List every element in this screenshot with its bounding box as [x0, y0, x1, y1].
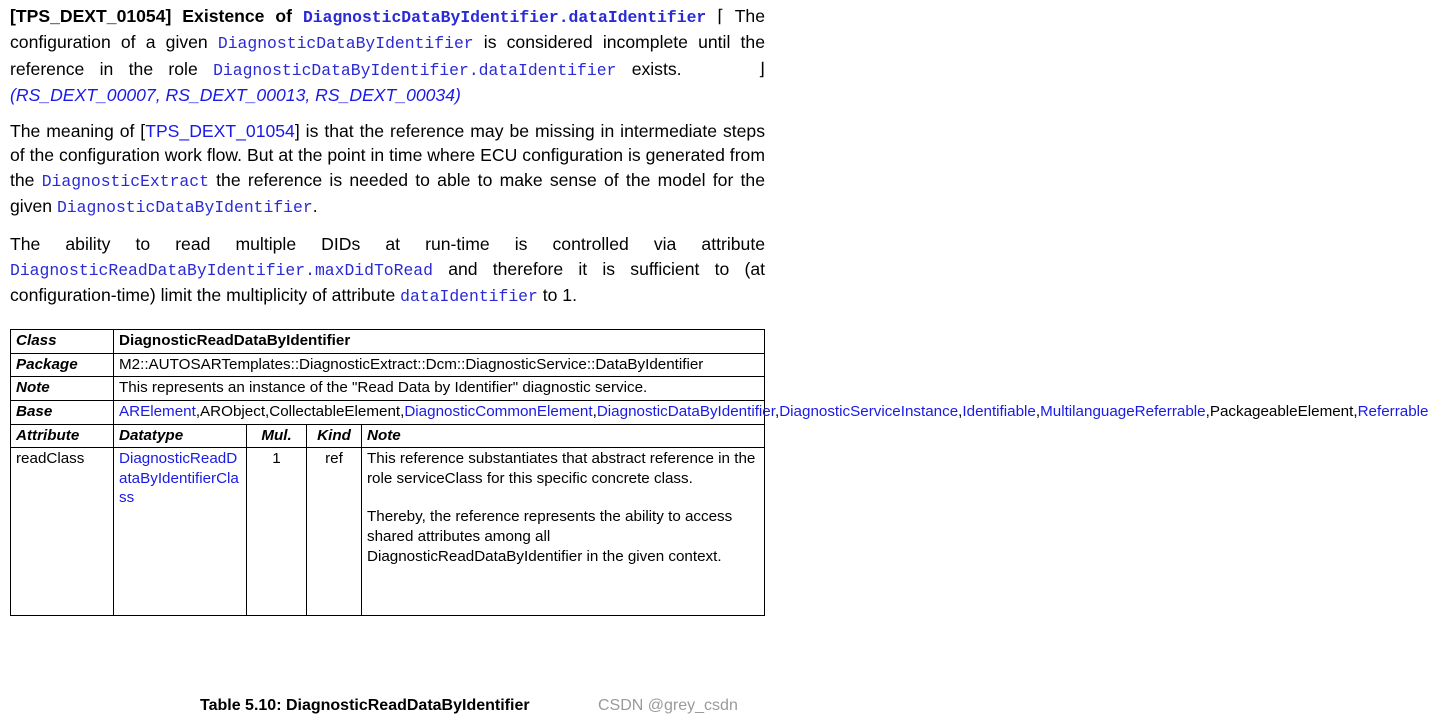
spec-open-mark: ⌈ [717, 6, 725, 26]
base-class-text: , [958, 403, 963, 421]
column-header-datatype: Datatype [114, 424, 247, 448]
package-value: M2::AUTOSARTemplates::DiagnosticExtract::Dcm::DiagnosticService::DataByIdentifier [114, 353, 765, 377]
para2-link[interactable]: TPS_DEXT_01054 [145, 121, 295, 142]
para2-text-3: the reference is needed to able to make sense of the model for the given [10, 169, 765, 217]
spec-heading-ref[interactable]: DiagnosticDataByIdentifier.dataIdentifier [302, 8, 707, 27]
spec-id: [TPS_DEXT_01054] [10, 6, 172, 26]
trace-link-3[interactable]: RS_DEXT_00034 [315, 84, 455, 105]
para3-ref-2[interactable]: dataIdentifier [400, 286, 538, 306]
base-class-text: ,ARObject,CollectableElement, [195, 403, 405, 421]
spec-text-1: The configuration of a given [10, 6, 766, 53]
column-header-note: Note [362, 424, 765, 448]
table-header-row [11, 424, 765, 448]
table-row [11, 448, 765, 616]
watermark: CSDN @grey_csdn [598, 697, 738, 714]
kind-cell: ref [307, 448, 362, 616]
column-header-attribute: Attribute [11, 424, 114, 448]
spec-trace: (RS_DEXT_00007, RS_DEXT_00013, RS_DEXT_00034) [10, 84, 461, 105]
para3-text-2: and therefore it is sufficient to (at configuration-time) limit the multiplicity of attribute [10, 258, 765, 305]
base-value [114, 401, 1429, 425]
para2-ref-2[interactable]: DiagnosticDataByIdentifier [56, 198, 313, 218]
column-header-kind: Kind [307, 424, 362, 448]
table-caption: Table 5.10: DiagnosticReadDataByIdentifier [200, 697, 530, 714]
para3-text-3: to 1. [542, 284, 577, 305]
datatype-cell[interactable]: DiagnosticReadDataByIdentifierClass [114, 448, 247, 616]
package-label: Package [11, 353, 114, 377]
base-class-link[interactable]: Referrable [1357, 403, 1429, 421]
trace-link-2[interactable]: RS_DEXT_00013 [165, 84, 306, 105]
note-value: This represents an instance of the "Read Data by Identifier" diagnostic service. [114, 377, 765, 401]
base-class-text: , [1035, 403, 1041, 421]
spec-item [10, 4, 765, 107]
class-table [10, 329, 1429, 616]
paragraph-ability [10, 232, 765, 309]
base-class-link[interactable]: DiagnosticDataByIdentifier [596, 403, 775, 421]
class-label: Class [11, 330, 114, 354]
base-label: Base [11, 401, 114, 425]
spec-ref-1[interactable]: DiagnosticDataByIdentifier [217, 34, 474, 54]
para2-text-2: ] is that the reference may be missing in intermediate steps of the configuration work flow. But at the point in time where ECU configuration is generated from the [10, 121, 765, 190]
base-class-text: , [774, 403, 780, 421]
base-class-link[interactable]: DiagnosticCommonElement [404, 403, 593, 421]
spec-ref-2[interactable]: DiagnosticDataByIdentifier.dataIdentifier [213, 60, 617, 80]
base-class-link[interactable]: DiagnosticServiceInstance [779, 403, 959, 421]
spec-text-2: is considered incomplete until the reference in the role [10, 32, 765, 79]
base-class-link[interactable]: ARElement [119, 403, 196, 421]
table-row-note [11, 377, 765, 401]
attribute-note-cell [362, 448, 765, 616]
para2-text-1: The meaning of [ [10, 121, 146, 142]
attribute-cell: readClass [11, 448, 114, 616]
document-page [10, 4, 1429, 616]
spec-text-3: exists. [631, 58, 682, 79]
base-class-text: ,PackageableElement, [1205, 403, 1358, 421]
mul-cell: 1 [247, 448, 307, 616]
table-row-class [11, 330, 765, 354]
attribute-note-1: This reference substantiates that abstract reference in the role serviceClass for this specific concrete class. [367, 450, 756, 487]
column-header-mul: Mul. [247, 424, 307, 448]
para2-text-4: . [312, 196, 318, 217]
note-label: Note [11, 377, 114, 401]
trace-link-1[interactable]: RS_DEXT_00007 [15, 84, 156, 105]
base-class-link[interactable]: Identifiable [962, 403, 1036, 421]
spec-close-mark: ⌋ [758, 58, 765, 79]
table-row-base [11, 401, 765, 425]
para2-ref-1[interactable]: DiagnosticExtract [41, 171, 209, 191]
table-row-package [11, 353, 765, 377]
paragraph-meaning [10, 119, 765, 220]
para3-text-1: The ability to read multiple DIDs at run-time is controlled via attribute [10, 234, 765, 255]
para3-ref-1[interactable]: DiagnosticReadDataByIdentifier.maxDidToRead [10, 260, 433, 280]
class-value: DiagnosticReadDataByIdentifier [114, 330, 765, 354]
attribute-note-2: Thereby, the reference represents the ability to access shared attributes among all DiagnosticReadDataByIdentifier in the given context. [367, 508, 733, 565]
base-class-link[interactable]: MultilanguageReferrable [1040, 403, 1206, 421]
base-class-text: , [592, 403, 597, 421]
spec-heading: Existence of [182, 6, 292, 26]
